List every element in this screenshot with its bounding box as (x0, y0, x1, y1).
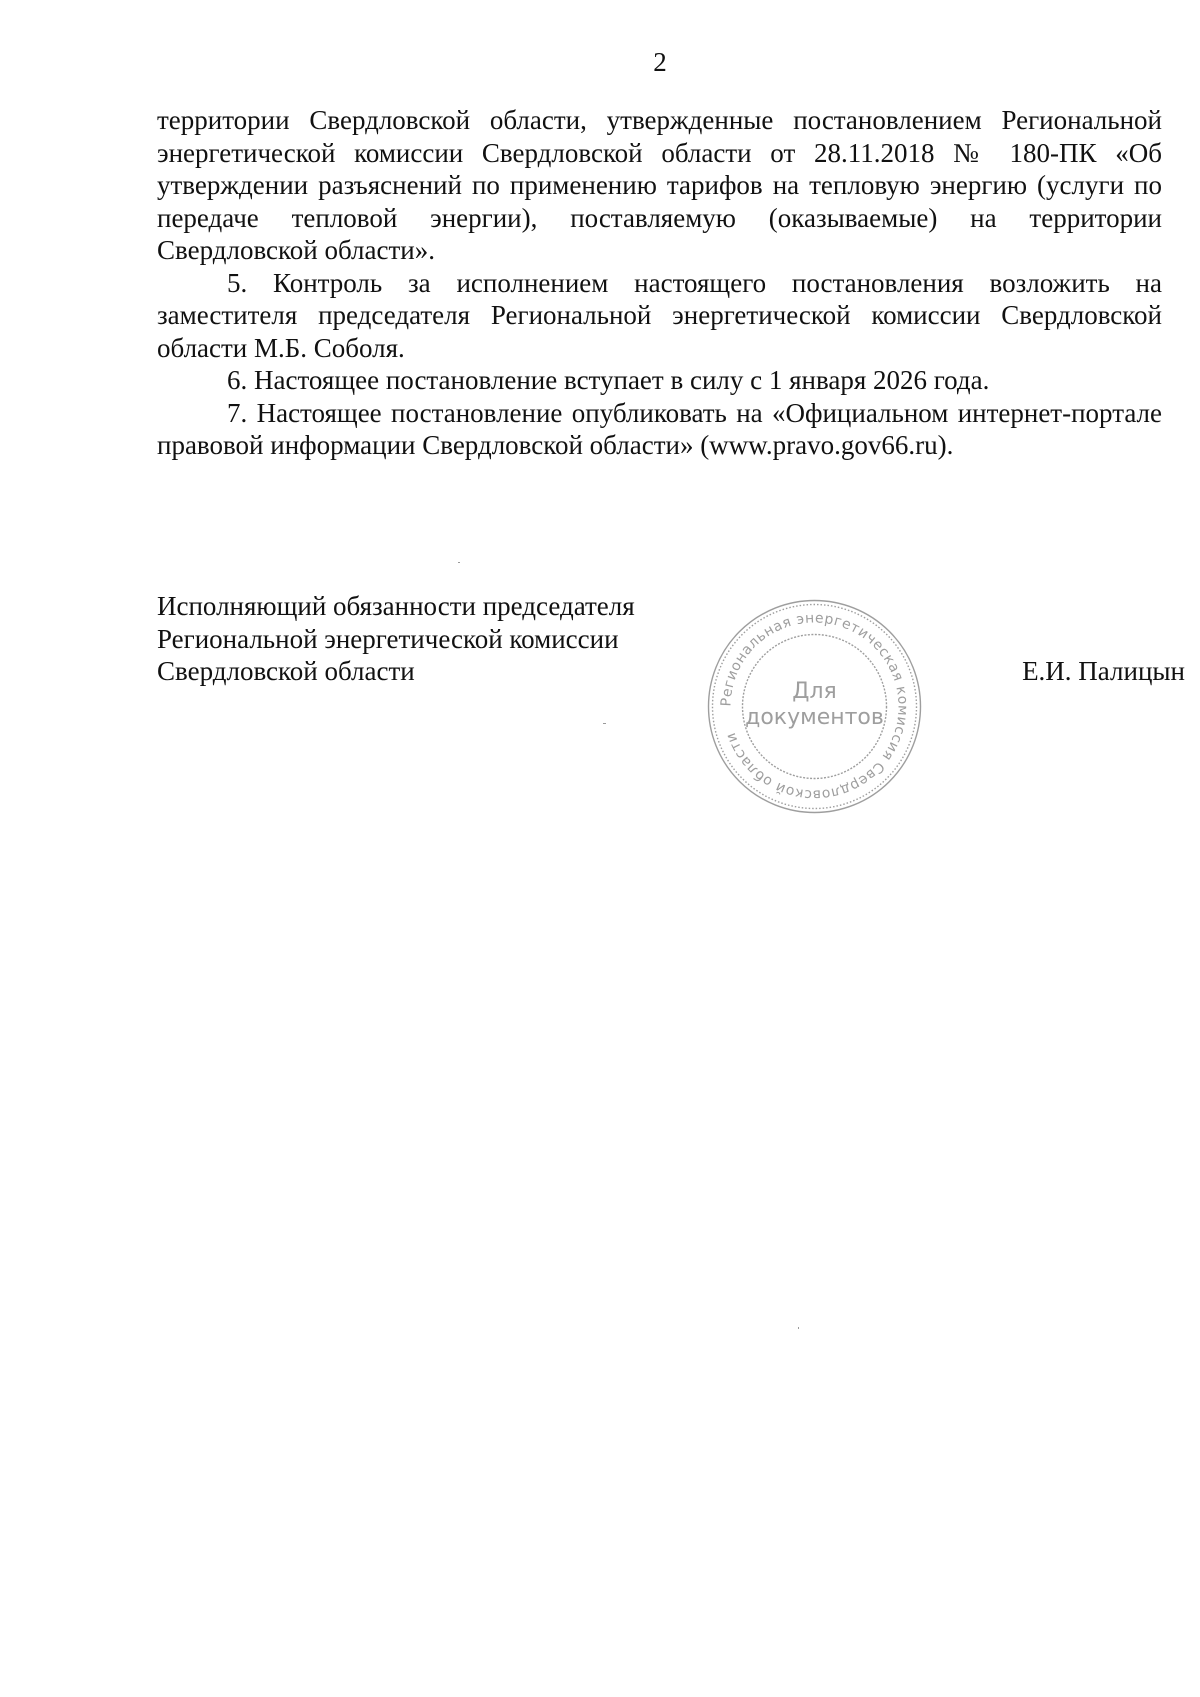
paragraph-item-6: 6. Настоящее постановление вступает в силу с 1 января 2026 года. (227, 365, 990, 395)
seal-ring-textpath: Региональная энергетическая комиссия Свердловской области (718, 610, 911, 803)
seal-center-line-2: документов (745, 705, 884, 730)
document-body (157, 104, 1162, 462)
scan-speck (458, 562, 460, 563)
signatory-name: Е.И. Палицын (1022, 656, 1185, 686)
scan-speck (798, 1327, 799, 1329)
signatory-title-line: Исполняющий обязанности председателя (157, 591, 635, 621)
page-number: 2 (653, 47, 667, 77)
official-seal-stamp (702, 594, 927, 819)
paragraph-continuation: территории Свердловской области, утвержденные постановлением Региональной энергетической комиссии Свердловской области от 28.11.2018 № 180-ПК «Об утверждении разъяснений по применению тарифов на тепловую энергию (услуги по передаче тепловой энергии), поставляемую (оказываемые) на территории Свердловской области». (157, 105, 1162, 265)
signatory-title-line: Свердловской области (157, 656, 415, 686)
scan-speck (603, 723, 606, 724)
signatory-title (157, 590, 717, 688)
signatory-title-line: Региональной энергетической комиссии (157, 623, 619, 654)
seal-center-line-1: Для (792, 679, 837, 704)
paragraph-item-7: 7. Настоящее постановление опубликовать на «Официальном интернет-портале правовой информации Свердловской области» (www.pravo.gov66.ru). (157, 397, 1162, 460)
seal-graphic (702, 594, 927, 819)
paragraph-item-5: 5. Контроль за исполнением настоящего постановления возложить на заместителя председателя Региональной энергетической комиссии Свердловской области М.Б. Соболя. (157, 267, 1162, 363)
